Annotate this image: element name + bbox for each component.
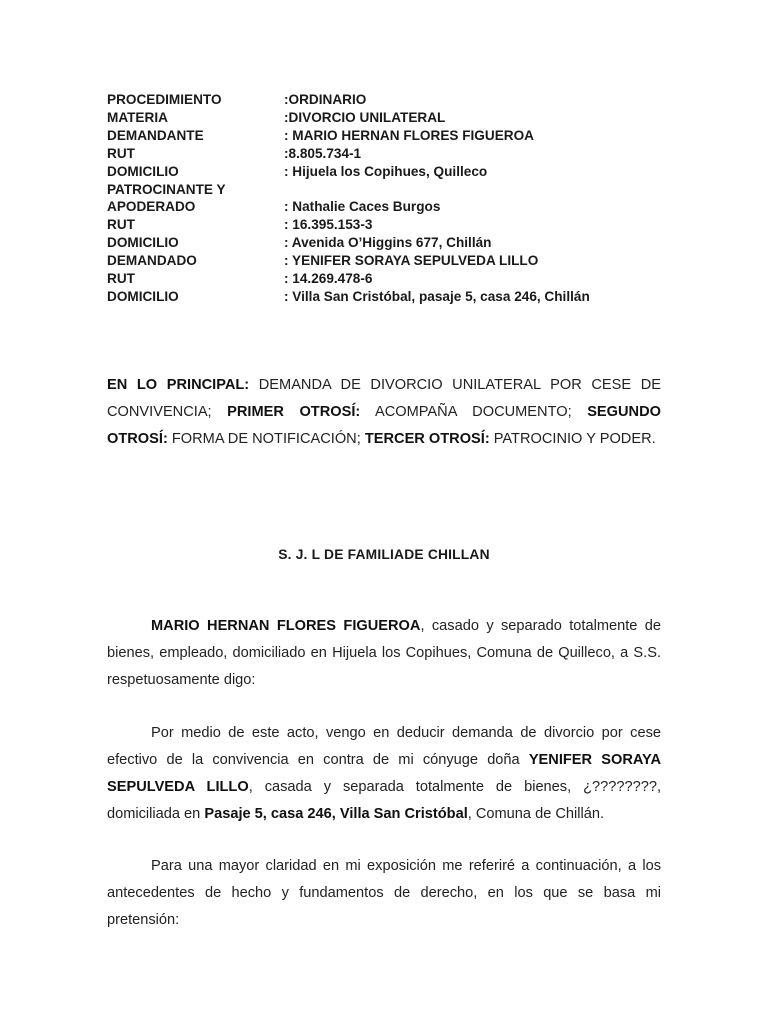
header-row-materia xyxy=(107,109,667,127)
otrosi1-label: PRIMER OTROSÍ: xyxy=(227,404,361,420)
header-label: RUT xyxy=(107,145,135,161)
header-row-demandante xyxy=(107,127,667,145)
principal-label: EN LO PRINCIPAL: xyxy=(107,377,250,393)
header-row-rut-demandado xyxy=(107,270,667,288)
header-value: : 16.395.153-3 xyxy=(284,217,373,233)
header-value: : Villa San Cristóbal, pasaje 5, casa 246, Chillán xyxy=(284,288,590,304)
header-label: DEMANDADO xyxy=(107,253,197,269)
otrosi2-text: FORMA DE NOTIFICACIÓN; xyxy=(167,431,365,447)
header-value: : MARIO HERNAN FLORES FIGUEROA xyxy=(284,127,534,143)
paragraph-text: , Comuna de Chillán. xyxy=(467,806,605,822)
plaintiff-name: MARIO HERNAN FLORES FIGUEROA xyxy=(151,618,421,634)
header-label: MATERIA xyxy=(107,109,168,125)
court-heading: S. J. L DE FAMILIADE CHILLAN xyxy=(278,547,490,562)
header-row-patrocinante xyxy=(107,181,667,199)
header-label: PROCEDIMIENTO xyxy=(107,92,222,107)
paragraph-plaintiff xyxy=(107,613,661,694)
petition-summary xyxy=(107,372,661,453)
header-value: : YENIFER SORAYA SEPULVEDA LILLO xyxy=(284,253,539,269)
header-row-domicilio-demandante xyxy=(107,163,667,181)
header-value: :ORDINARIO xyxy=(284,92,367,107)
paragraph-text: , casada y separada totalmente de bienes, ¿????????, domiciliada en xyxy=(107,779,662,822)
paragraph-exposition: Para una mayor claridad en mi exposición me referiré a continuación, a los antecedentes de hecho y fundamentos de derecho, en los que se basa mi pretensión: xyxy=(107,858,661,928)
otrosi3-text: PATROCINIO Y PODER. xyxy=(489,431,656,447)
defendant-address: Pasaje 5, casa 246, Villa San Cristóbal xyxy=(204,806,468,822)
header-row-procedimiento xyxy=(107,91,667,109)
header-label: PATROCINANTE Y xyxy=(107,181,226,197)
otrosi2-label: SEGUNDO OTROSÍ: xyxy=(107,404,661,447)
paragraph-text: Por medio de este acto, vengo en deducir demanda de divorcio por cese efectivo de la convivencia en contra de mi cónyuge doña xyxy=(107,725,661,768)
header-value: : Nathalie Caces Burgos xyxy=(284,199,441,215)
defendant-name: YENIFER SORAYA SEPULVEDA LILLO xyxy=(107,752,661,795)
header-value: : Hijuela los Copihues, Quilleco xyxy=(284,163,488,179)
case-header xyxy=(107,91,667,306)
header-row-domicilio-demandado xyxy=(107,288,667,306)
header-value: :8.805.734-1 xyxy=(284,145,362,161)
header-value: :DIVORCIO UNILATERAL xyxy=(284,109,446,125)
otrosi3-label: TERCER OTROSÍ: xyxy=(364,431,490,447)
header-value: : Avenida O’Higgins 677, Chillán xyxy=(284,235,492,251)
principal-text: DEMANDA DE DIVORCIO UNILATERAL POR CESE DE CONVIVENCIA; xyxy=(107,377,661,420)
header-label: DEMANDANTE xyxy=(107,127,204,143)
header-label: APODERADO xyxy=(107,199,196,215)
header-label: RUT xyxy=(107,217,135,233)
header-label: RUT xyxy=(107,271,135,287)
header-row-apoderado xyxy=(107,198,667,216)
paragraph-defendant xyxy=(107,720,661,828)
header-value xyxy=(284,181,667,199)
header-label: DOMICILIO xyxy=(107,288,179,304)
header-value: : 14.269.478-6 xyxy=(284,271,373,287)
otrosi1-text: ACOMPAÑA DOCUMENTO; xyxy=(360,404,588,420)
header-label: DOMICILIO xyxy=(107,163,179,179)
header-row-rut-demandante xyxy=(107,145,667,163)
header-row-rut-apoderado xyxy=(107,216,667,234)
header-row-domicilio-apoderado xyxy=(107,234,667,252)
header-row-demandado xyxy=(107,252,667,270)
header-label: DOMICILIO xyxy=(107,235,179,251)
paragraph-text: , casado y separado totalmente de bienes, empleado, domiciliado en Hijuela los Copihues, Comuna de Quilleco, a S.S. respetuosamente digo: xyxy=(107,618,661,688)
